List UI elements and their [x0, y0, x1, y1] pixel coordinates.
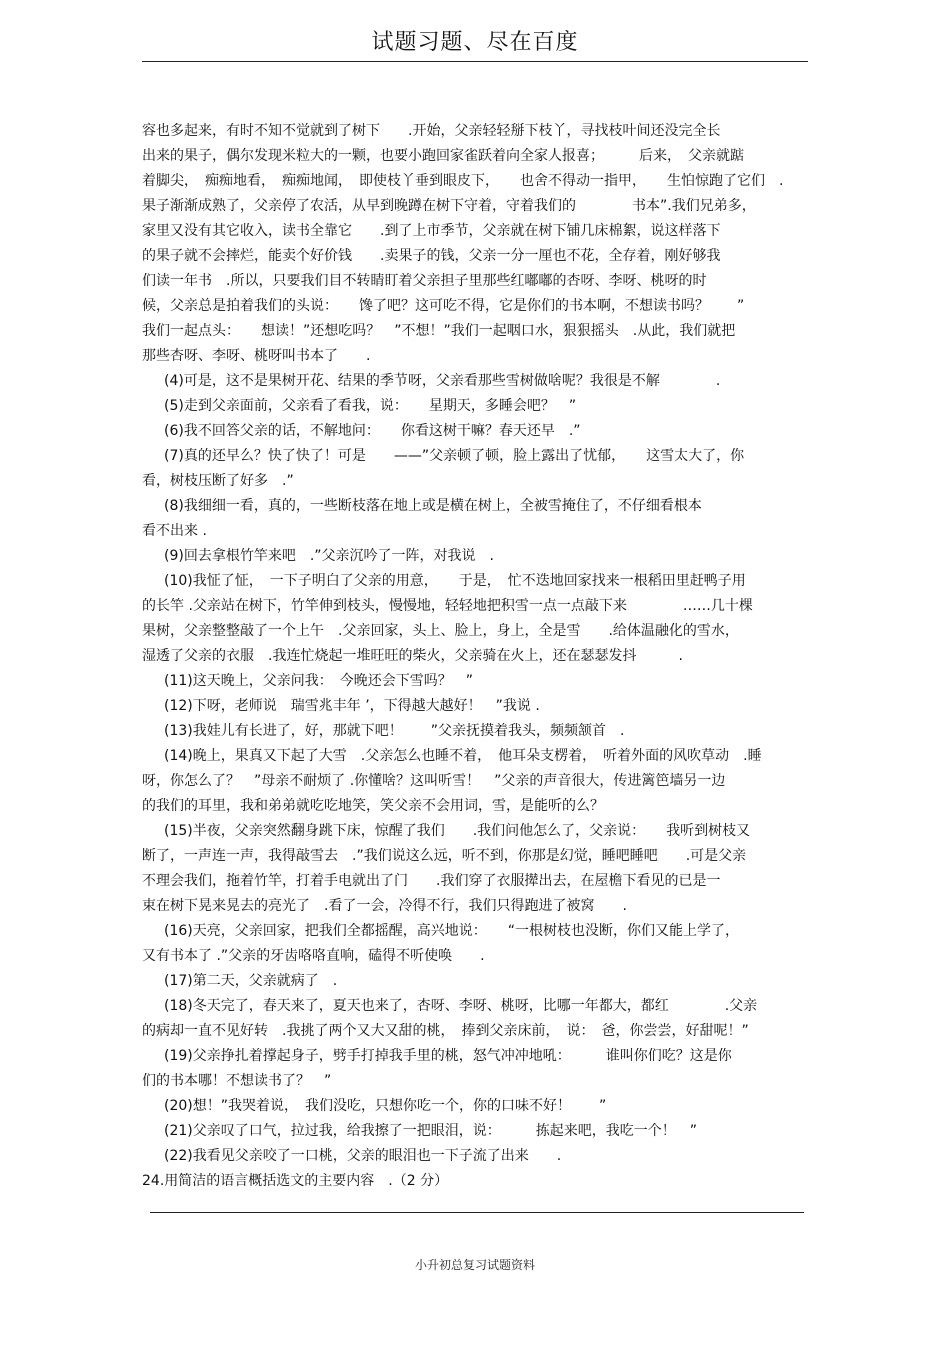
header-divider — [142, 61, 808, 62]
text-line: (19)父亲挣扎着撑起身子，劈手打掉我手里的桃，怒气冲冲地吼： 谁叫你们吃？这是你 — [164, 1048, 732, 1064]
text-line: 候，父亲总是拍着我们的头说： 馋了吧？这可吃不得，它是你们的书本啊，不想读书吗？ ” — [142, 298, 745, 314]
text-line: 断了，一声连一声，我得敲雪去 .”我们说这么远，听不到，你那是幻觉，睡吧睡吧 .可是父亲 — [142, 848, 747, 864]
text-line: (16)天亮，父亲回家，把我们全都摇醒，高兴地说： “一根树枝也没断，你们又能上学了， — [164, 923, 739, 939]
text-line: 那些杏呀、李呀、桃呀叫书本了 . — [142, 348, 371, 364]
passage-body — [142, 119, 808, 1194]
text-line: (6)我不回答父亲的话，不解地问： 你看这树干嘛？春天还早 .” — [164, 423, 581, 439]
page-footer: 小升初总复习试题资料 — [414, 1258, 535, 1272]
text-line: 果子渐渐成熟了，父亲停了农活，从早到晚蹲在树下守着，守着我们的 书本”.我们兄弟多， — [142, 198, 756, 214]
text-line: (22)我看见父亲咬了一口桃，父亲的眼泪也一下子流了出来 . — [164, 1148, 562, 1164]
text-line: 的病却一直不见好转 .我挑了两个又大又甜的桃， 捧到父亲床前， 说： 爸，你尝尝，好甜呢！” — [142, 1023, 749, 1039]
text-line: 容也多起来，有时不知不觉就到了树下 .开始，父亲轻轻掰下枝丫，寻找枝叶间还没完全长 — [142, 123, 721, 139]
text-line: 呀，你怎么了？ ”母亲不耐烦了 .你懂啥？这叫听雪！ ”父亲的声音很大，传进篱笆墙另一边 — [142, 773, 726, 789]
text-line: 的果子就不会摔烂，能卖个好价钱 .卖果子的钱，父亲一分一厘也不花，全存着，刚好够我 — [142, 248, 721, 264]
text-line: (18)冬天完了，春天来了，夏天也来了，杏呀、李呀、桃呀，比哪一年都大，都红 .父亲 — [164, 998, 758, 1014]
text-line: 不理会我们，拖着竹竿，打着手电就出了门 .我们穿了衣服撵出去，在屋檐下看见的已是一 — [142, 873, 721, 889]
page-header-title: 试题习题、尽在百度 — [371, 30, 579, 55]
text-line: 又有书本了 .”父亲的牙齿咯咯直响，磕得不听使唤 . — [142, 948, 485, 964]
text-line: 湿透了父亲的衣服 .我连忙烧起一堆旺旺的柴火，父亲骑在火上，还在瑟瑟发抖 . — [142, 648, 683, 664]
text-line: (14)晚上，果真又下起了大雪 .父亲怎么也睡不着， 他耳朵支楞着， 听着外面的风吹草动 .睡 — [164, 748, 762, 764]
text-line: (15)半夜，父亲突然翻身跳下床，惊醒了我们 .我们问他怎么了，父亲说： 我听到树枝又 — [164, 823, 751, 839]
text-line: 们的书本哪！不想读书了？ ” — [142, 1073, 332, 1089]
text-line: (7)真的还早么？快了快了！可是 ——”父亲顿了顿，脸上露出了忧郁， 这雪太大了，你 — [164, 448, 745, 464]
text-line: 着脚尖， 痴痴地看， 痴痴地闻， 即使枝丫垂到眼皮下， 也舍不得动一指甲， 生怕惊跑了它们 . — [142, 173, 784, 189]
text-line: (4)可是，这不是果树开花、结果的季节呀，父亲看那些雪树做啥呢？我很是不解 . — [164, 373, 721, 389]
text-line: 的我们的耳里，我和弟弟就吃吃地笑，笑父亲不会用词，雪，是能听的么？ — [142, 798, 604, 814]
text-line: (17)第二天，父亲就病了 . — [164, 973, 338, 989]
text-line: (8)我细细一看，真的，一些断枝落在地上或是横在树上，全被雪掩住了，不仔细看根本 — [164, 498, 702, 514]
text-line: 24.用简洁的语言概括选文的主要内容 .（2 分） — [142, 1173, 449, 1189]
text-line: 看不出来 . — [142, 523, 207, 539]
text-line: 家里又没有其它收入，读书全靠它 .到了上市季节，父亲就在树下铺几床棉絮，说这样落下 — [142, 223, 721, 239]
answer-line — [150, 1212, 804, 1213]
text-line: 果树，父亲整整敲了一个上午 .父亲回家，头上、脸上，身上，全是雪 .给体温融化的雪水， — [142, 623, 739, 639]
text-line: 看，树枝压断了好多 .” — [142, 473, 294, 489]
text-line: (11)这天晚上，父亲问我： 今晚还会下雪吗？ ” — [164, 673, 473, 689]
text-line: (21)父亲叹了口气，拉过我，给我擦了一把眼泪，说： 拣起来吧，我吃一个！ ” — [164, 1123, 697, 1139]
text-line: 们读一年书 .所以，只要我们目不转睛盯着父亲担子里那些红嘟嘟的杏呀、李呀、桃呀的时 — [142, 273, 707, 289]
text-line: (12)下呀，老师说 瑞雪兆丰年 ’，下得越大越好！ ”我说 . — [164, 698, 540, 714]
text-line: 束在树下晃来晃去的亮光了 .看了一会，冷得不行，我们只得跑进了被窝 . — [142, 898, 627, 914]
text-line: (10)我怔了怔， 一下子明白了父亲的用意， 于是， 忙不迭地回家找来一根稻田里赶鸭子用 — [164, 573, 746, 589]
text-line: 出来的果子，偶尔发现米粒大的一颗，也要小跑回家雀跃着向全家人报喜； 后来， 父亲就踮 — [142, 148, 744, 164]
text-line: (13)我娃儿有长进了，好，那就下吧！ ”父亲抚摸着我头，频频颔首 . — [164, 723, 625, 739]
text-line: (9)回去拿根竹竿来吧 .”父亲沉吟了一阵，对我说 . — [164, 548, 494, 564]
text-line: (5)走到父亲面前，父亲看了看我，说： 星期天，多睡会吧？ ” — [164, 398, 577, 414]
text-line: 的长竿 .父亲站在树下，竹竿伸到枝头，慢慢地，轻轻地把积雪一点一点敲下来 ……几十棵 — [142, 598, 753, 614]
text-line: (20)想！”我哭着说， 我们没吃，只想你吃一个，你的口味不好！ ” — [164, 1098, 607, 1114]
text-line: 我们一起点头： 想读！”还想吃吗？ ”不想！”我们一起咽口水，狠狠摇头 .从此，我们就把 — [142, 323, 736, 339]
